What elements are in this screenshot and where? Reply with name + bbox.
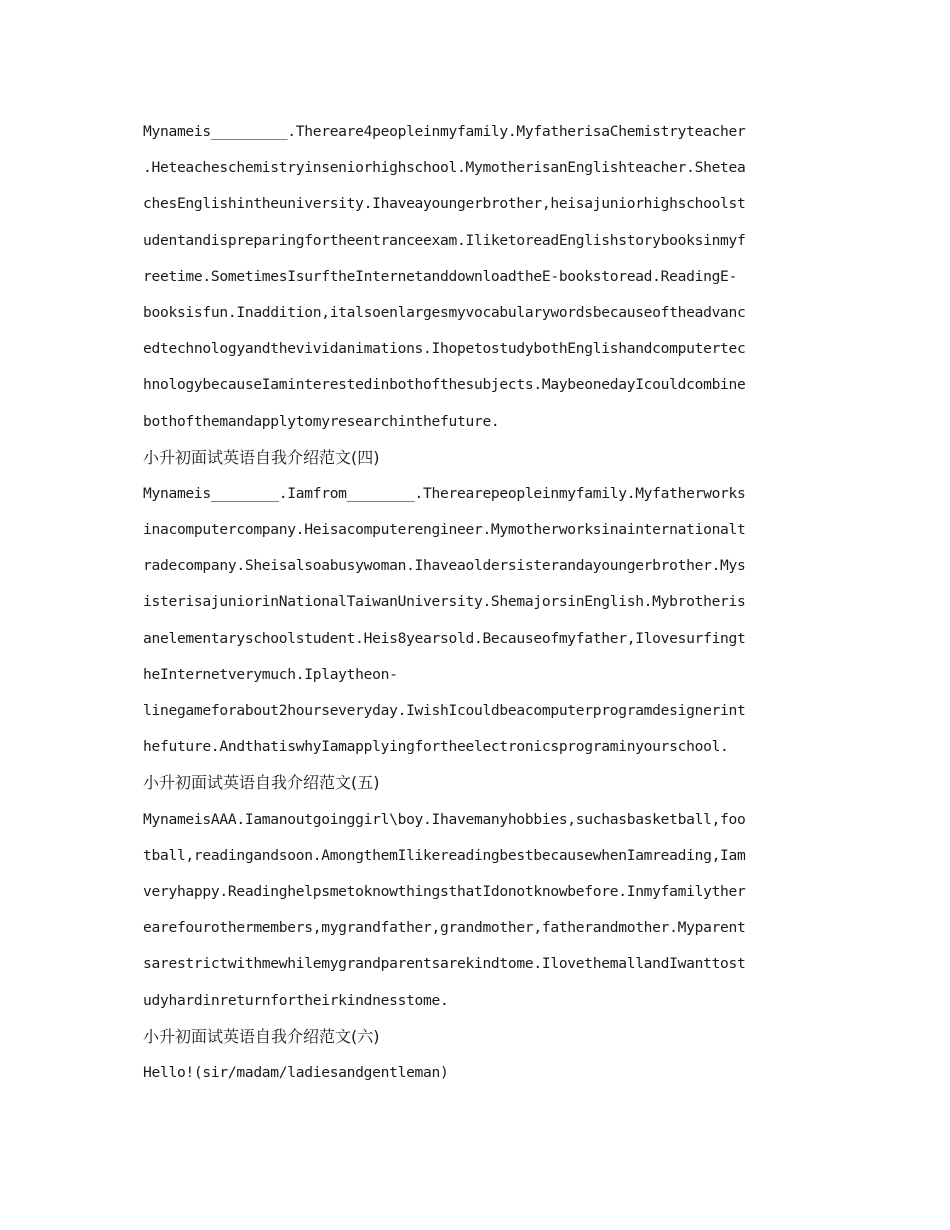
paragraph-intro-5 [143,802,807,1019]
text-line: veryhappy.ReadinghelpsmetoknowthingsthatIdonotknowbefore.Inmyfamilyther [143,882,746,900]
text-line: udyhardinreturnfortheirkindnesstome. [143,991,449,1009]
text-line: tball,readingandsoon.AmongthemIlikereadingbestbecausewhenIamreading,Iam [143,846,746,864]
text-line: Hello!(sir/madam/ladiesandgentleman) [143,1063,449,1081]
paragraph-intro-3 [143,114,807,440]
text-line: hefuture.AndthatiswhyIamapplyingfortheelectronicsprograminyourschool. [143,738,729,756]
text-line: bothofthemandapplytomyresearchinthefuture. [143,412,500,430]
text-line: .Heteacheschemistryinseniorhighschool.MymotherisanEnglishteacher.Shetea [143,159,746,177]
text-line: hnologybecauseIaminterestedinbothofthesubjects.MaybeonedayIcouldcombine [143,376,746,394]
paragraph-intro-4 [143,476,807,766]
section-heading-4: 小升初面试英语自我介绍范文(四) [143,447,380,467]
text-line: sarestrictwithmewhilemygrandparentsarekindtome.IlovethemallandIwanttost [143,955,746,973]
document-page [143,114,807,1091]
text-line: udentandispreparingfortheentranceexam.IliketoreadEnglishstorybooksinmyf [143,231,746,249]
section-heading-6: 小升初面试英语自我介绍范文(六) [143,1026,380,1046]
text-line: MynameisAAA.Iamanoutgoinggirl\boy.Ihavemanyhobbies,suchasbasketball,foo [143,810,746,828]
text-line: booksisfun.Inaddition,italsoenlargesmyvocabularywordsbecauseoftheadvanc [143,303,746,321]
text-line: Mynameis________.Iamfrom________.Therearepeopleinmyfamily.Myfatherworks [143,484,746,502]
text-line: inacomputercompany.Heisacomputerengineer.Mymotherworksinainternationalt [143,521,746,539]
text-line: anelementaryschoolstudent.Heis8yearsold.Becauseofmyfather,Ilovesurfingt [143,629,746,647]
text-line: reetime.SometimesIsurftheInternetanddownloadtheE-bookstoread.ReadingE- [143,267,738,285]
text-line: isterisajuniorinNationalTaiwanUniversity.ShemajorsinEnglish.Mybrotheris [143,593,746,611]
text-line: linegameforabout2hourseveryday.IwishIcouldbeacomputerprogramdesignerint [143,702,746,719]
paragraph-intro-6 [143,1055,807,1091]
text-line: heInternetverymuch.Iplaytheon- [143,665,398,683]
section-heading-5: 小升初面试英语自我介绍范文(五) [143,773,380,793]
text-line: Mynameis_________.Thereare4peopleinmyfamily.MyfatherisaChemistryteacher [143,123,746,140]
text-line: earefourothermembers,mygrandfather,grandmother,fatherandmother.Myparent [143,919,746,937]
text-line: chesEnglishintheuniversity.Ihaveayoungerbrother,heisajuniorhighschoolst [143,195,746,213]
text-line: edtechnologyandthevividanimations.IhopetostudybothEnglishandcomputertec [143,340,746,358]
text-line: radecompany.Sheisalsoabusywoman.Ihaveaoldersisterandayoungerbrother.Mys [143,557,746,575]
